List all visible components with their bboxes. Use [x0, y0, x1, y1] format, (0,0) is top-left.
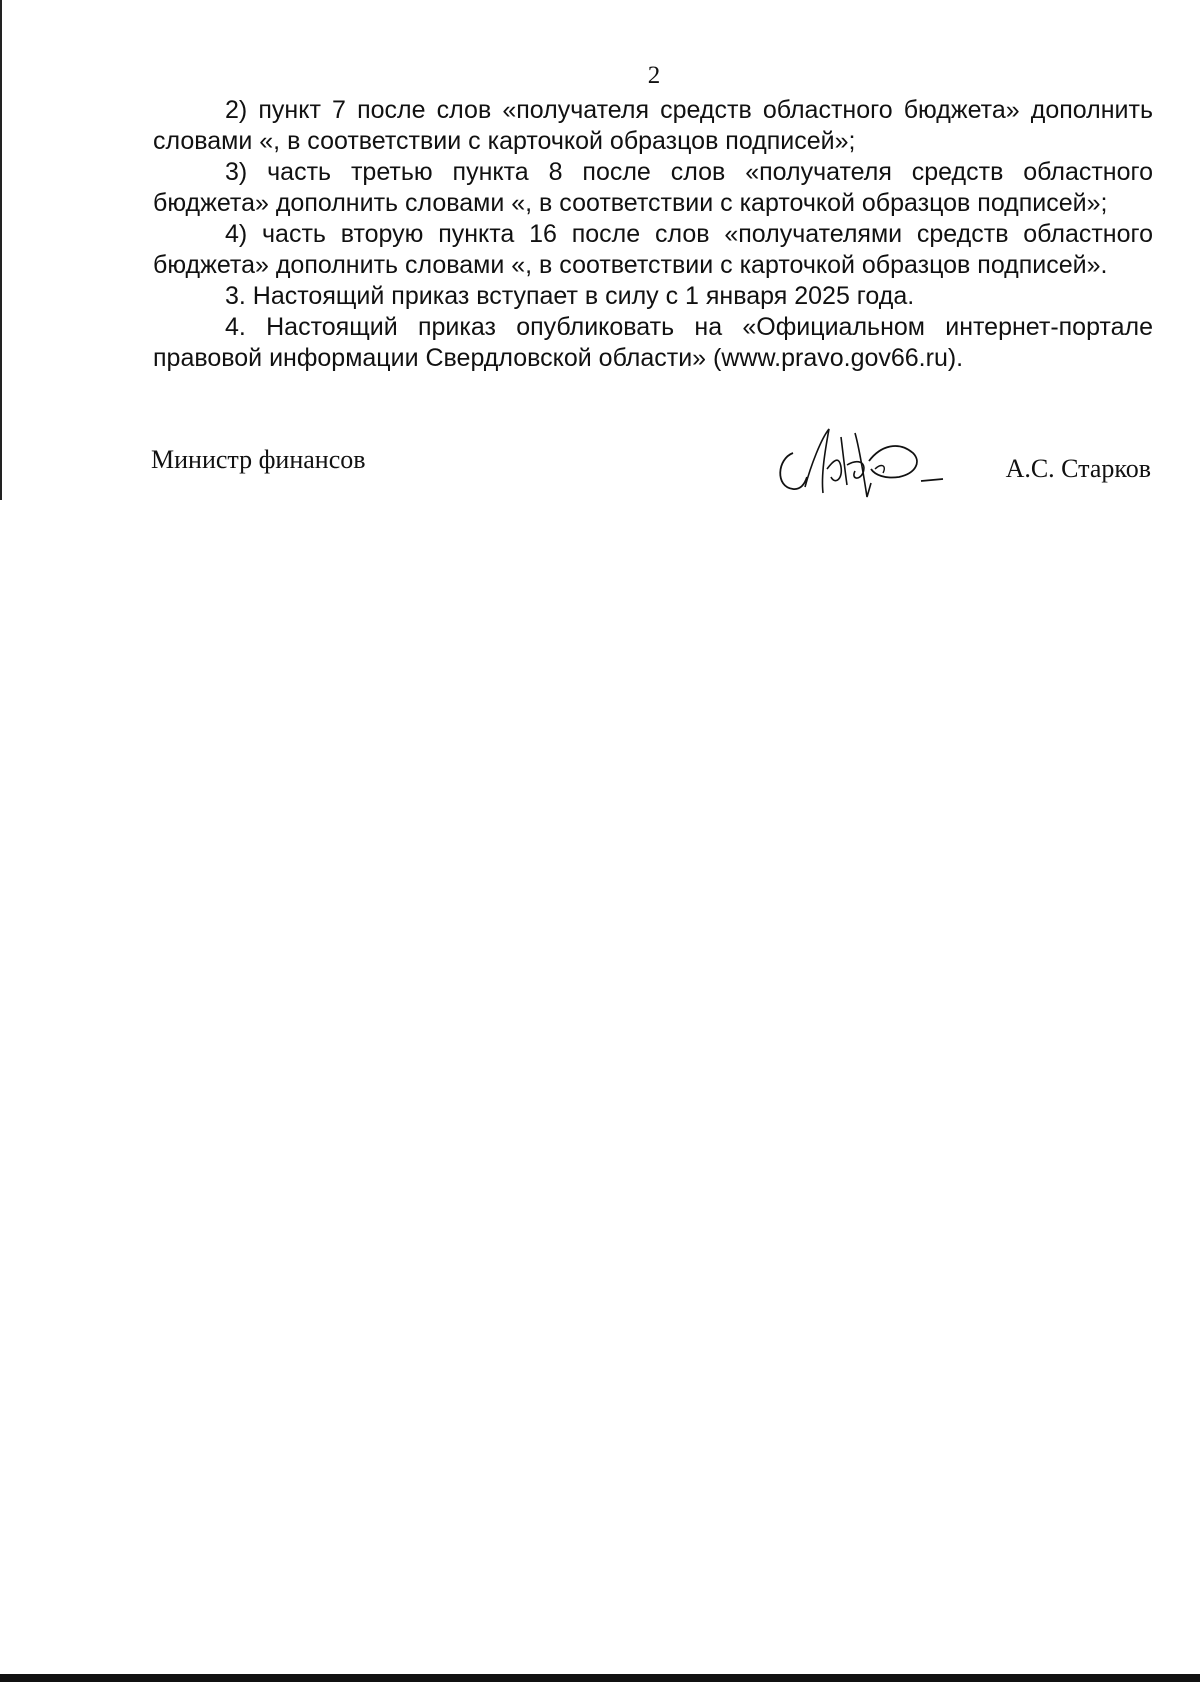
paragraph-item-4: 4) часть вторую пункта 16 после слов «получателями средств областного бюджета» дополнить словами «, в соответствии с карточкой образцов подписей». [153, 220, 1153, 279]
document-body [153, 95, 1153, 374]
handwritten-signature-icon [771, 425, 951, 505]
paragraph-item-2: 2) пункт 7 после слов «получателя средств областного бюджета» дополнить словами «, в соответствии с карточкой образцов подписей»; [153, 96, 1153, 155]
scan-edge-bottom [0, 1674, 1200, 1682]
signature-block [151, 425, 1151, 505]
signer-position: Министр финансов [151, 445, 366, 474]
signer-name: А.С. Старков [1005, 454, 1151, 483]
page-number: 2 [647, 62, 661, 89]
paragraph-clause-4: 4. Настоящий приказ опубликовать на «Официальном интернет-портале правовой информации Свердловской области» (www.pravo.gov66.ru). [153, 313, 1153, 372]
paragraph-item-3: 3) часть третью пункта 8 после слов «получателя средств областного бюджета» дополнить словами «, в соответствии с карточкой образцов подписей»; [153, 158, 1153, 217]
paragraph-clause-3: 3. Настоящий приказ вступает в силу с 1 января 2025 года. [225, 282, 915, 310]
